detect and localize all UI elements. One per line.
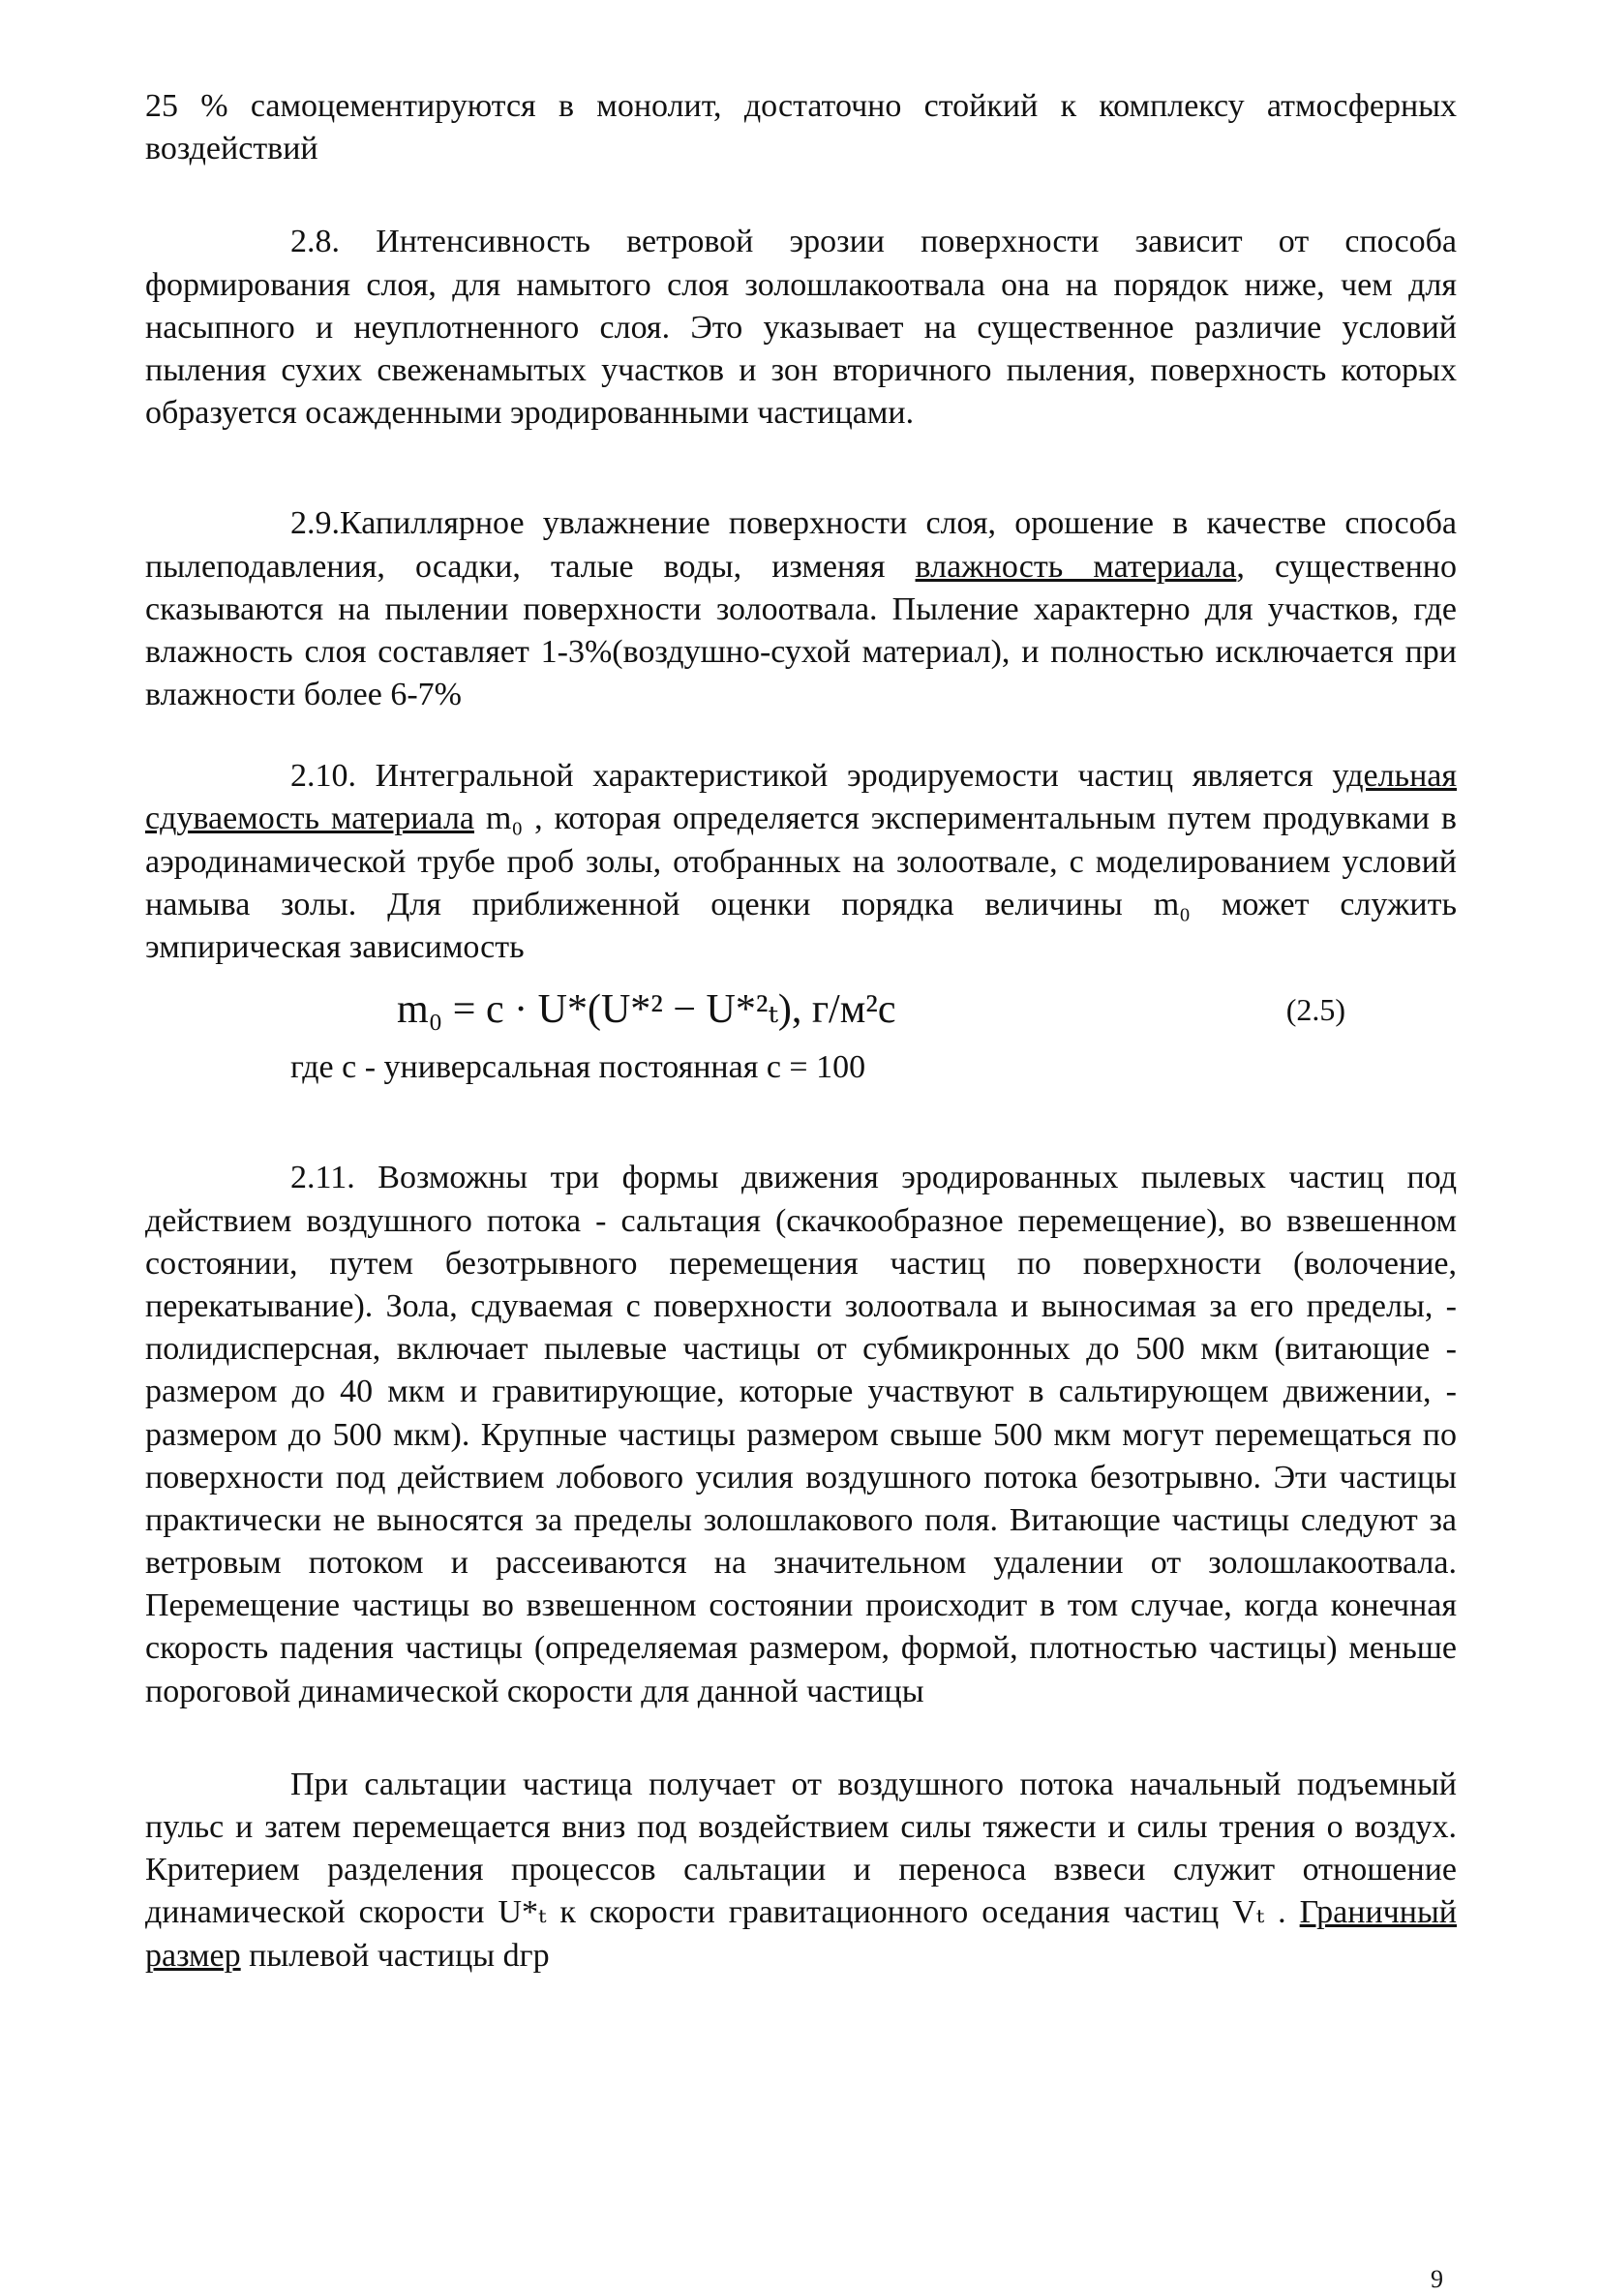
- paragraph-2-8: 2.8. Интенсивность ветровой эрозии поверхности зависит от способа формирования слоя, для намытого слоя золошлакоотвала она на порядок ниже, чем для насыпного и неуплотненного слоя. Это указывает на существенное различие условий пыления сухих свеженамытых участков и зон вторичного пыления, поверхность которых образуется осажденными эродированными частицами.: [145, 224, 1457, 432]
- formula-2-5: [145, 979, 1457, 1041]
- paragraph-2-11: 2.11. Возможны три формы движения эродированных пылевых частиц под действием воздушного потока - сальтация (скачкообразное перемещение), во взвешенном состоянии, путем безотрывного перемещения частиц по поверхности (волочение, перекатывание). Зола, сдуваемая с поверхности золоотвала и выносимая за его пределы, - полидисперсная, включает пылевые частицы от субмикронных до 500 мкм (витающие - размером до 40 мкм и гравитирующие, которые участвуют в сальтирующем движении, - размером до 500 мкм). Крупные частицы размером свыше 500 мкм могут перемещаться по поверхности под действием лобового усилия воздушного потока безотрывно. Эти частицы практически не выносятся за пределы золошлакового поля. Витающие частицы следуют за ветровым потоком и рассеиваются на значительном удалении от золошлакоотвала. Перемещение частицы во взвешенном состоянии происходит в том случае, когда конечная скорость падения частицы (определяемая размером, формой, плотностью частицы) меньше пороговой динамической скорости для данной частицы: [145, 1160, 1457, 1709]
- paragraph-continuation: 25 % самоцементируются в монолит, достаточно стойкий к комплексу атмосферных воздействий: [145, 88, 1457, 167]
- formula-number: (2.5): [1285, 992, 1345, 1028]
- paragraph-2-9-text-end: , существенно сказываются на пылении поверхности золоотвала. Пыление характерно для участков, где влажность слоя составляет 1-3%(воздушно-сухой материал), и полностью исключается при влажности более 6-7%: [145, 548, 1458, 713]
- paragraph-saltation-text-end: пылевой частицы dгр: [240, 1937, 550, 1974]
- underlined-term-moisture: влажность материала: [915, 548, 1237, 585]
- paragraph-saltation: [145, 1764, 1457, 1978]
- formula-where-clause: где c - универсальная постоянная c = 100: [290, 1049, 866, 1086]
- underlined-term-blow-off: удельная сдуваемость материала: [145, 758, 1457, 837]
- paragraph-saltation-text: При сальтации частица получает от воздушного потока начальный подъемный пульс и затем перемещается вниз под воздействием силы тяжести и силы трения о воздух. Критерием разделения процессов сальтации и переноса взвеси служит отношение динамической скорости U*ₜ к скорости гравитационного оседания частиц Vₜ .: [145, 1766, 1457, 1931]
- paragraph-2-10-text: 2.10. Интегральной характеристикой эродируемости частиц является: [290, 758, 1333, 795]
- underlined-term-boundary-size: Граничный размер: [145, 1894, 1457, 1974]
- formula-expression: m₀ = c · U*(U*² − U*²ₜ), г/м²с: [397, 987, 896, 1033]
- paragraph-2-9-text: 2.9.Капиллярное увлажнение поверхности слоя, орошение в качестве способа пылеподавления, осадки, талые воды, изменяя: [145, 505, 1457, 585]
- paragraph-2-9: [145, 502, 1457, 716]
- page-number: 9: [1431, 2265, 1443, 2293]
- paragraph-2-10: [145, 755, 1457, 969]
- paragraph-2-10-text-end: m₀ , которая определяется экспериментальным путем продувками в аэродинамической трубе проб золы, отобранных на золоотвале, с моделированием условий намыва золы. Для приближенной оценки порядка величины m₀ может служить эмпирическая зависимость: [145, 801, 1457, 965]
- document-page: [145, 85, 1457, 1978]
